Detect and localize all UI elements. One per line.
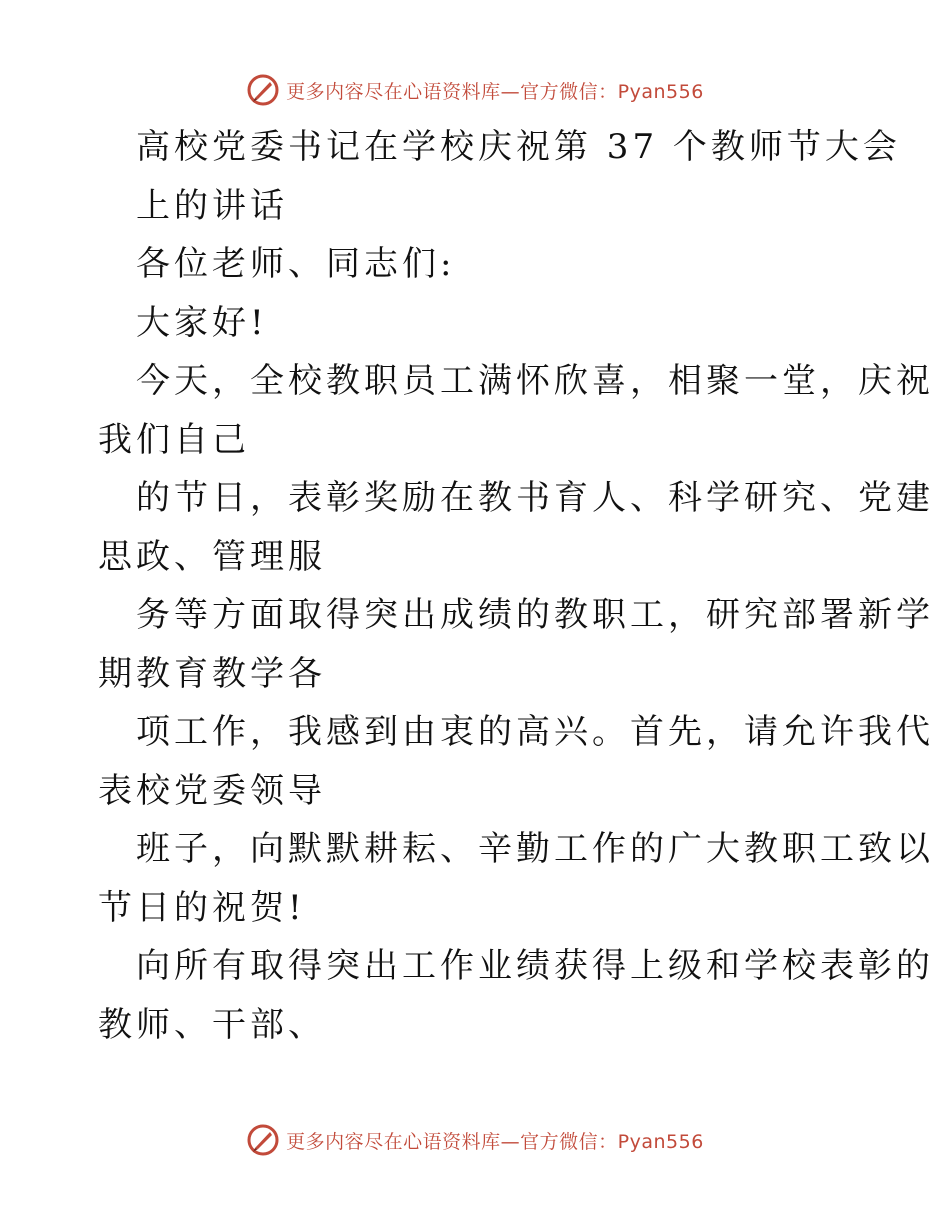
paragraph-line: 期教育教学各 — [98, 653, 326, 694]
header-banner-text: 更多内容尽在心语资料库—官方微信：Pyan556 — [286, 80, 704, 103]
paragraph-line: 思政、管理服 — [98, 536, 326, 577]
footer-banner-text: 更多内容尽在心语资料库—官方微信：Pyan556 — [286, 1130, 704, 1153]
salutation: 各位老师、同志们: — [136, 244, 456, 284]
title-line-2: 上的讲话 — [136, 185, 288, 226]
greeting: 大家好! — [136, 302, 268, 343]
header-banner — [0, 72, 950, 108]
paragraph-line: 今天，全校教职员工满怀欣喜，相聚一堂，庆祝 — [136, 361, 934, 401]
quill-logo-icon — [246, 73, 280, 107]
paragraph-line: 向所有取得突出工作业绩获得上级和学校表彰的 — [136, 946, 934, 986]
paragraph-line: 教师、干部、 — [98, 1004, 326, 1045]
paragraph-line: 表校党委领导 — [98, 770, 326, 811]
paragraph-line: 班子，向默默耕耘、辛勤工作的广大教职工致以 — [136, 829, 934, 869]
title-line-1: 高校党委书记在学校庆祝第 37 个教师节大会 — [136, 127, 901, 167]
footer-banner — [0, 1122, 950, 1158]
document-body — [98, 118, 934, 1054]
paragraph-line: 务等方面取得突出成绩的教职工，研究部署新学 — [136, 595, 934, 635]
paragraph-line: 项工作，我感到由衷的高兴。首先，请允许我代 — [136, 712, 934, 752]
quill-logo-icon — [246, 1123, 280, 1157]
paragraph-line: 的节日，表彰奖励在教书育人、科学研究、党建 — [136, 478, 934, 518]
paragraph-line: 节日的祝贺! — [98, 887, 306, 928]
paragraph-line: 我们自己 — [98, 419, 250, 460]
